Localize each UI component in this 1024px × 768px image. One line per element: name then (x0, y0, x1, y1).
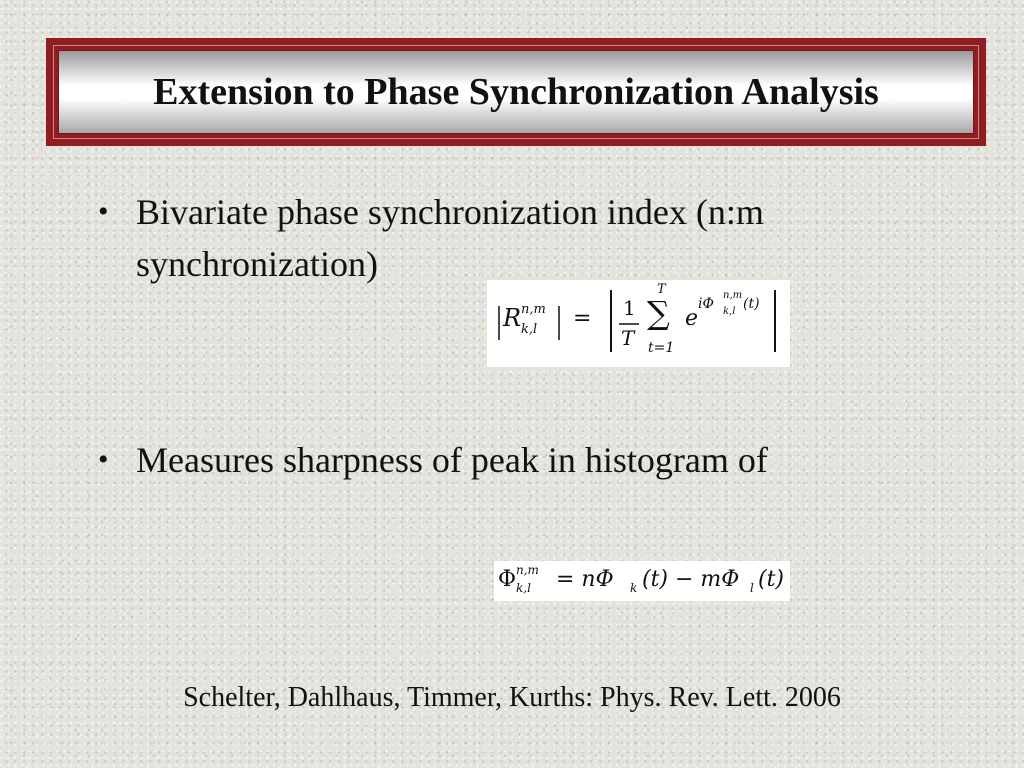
formula-1-sum-lower: t=1 (648, 340, 675, 356)
formula-1-exp-sub: k,l (723, 306, 736, 317)
formula-2-sub-k: k (630, 581, 638, 595)
bullet-1-line-1: Bivariate phase synchronization index (n:m (136, 192, 764, 232)
formula-1-sum: ∑ (647, 294, 670, 332)
formula-2-end: (t) (758, 567, 785, 592)
slide-title: Extension to Phase Synchronization Analysis (153, 71, 879, 113)
formula-2-sub-l: l (750, 581, 754, 595)
bullet-1-line-2: synchronization) (136, 244, 378, 284)
bullet-1-dot: • (98, 195, 109, 228)
formula-1-frac-num: 1 (623, 296, 636, 320)
formula-1-sub: k,l (521, 322, 538, 337)
bullet-2-dot: • (98, 443, 109, 476)
formula-1-exp-iphi: iΦ (698, 296, 714, 312)
formula-1-r: R (503, 304, 522, 332)
bullet-2 (98, 434, 918, 490)
formula-2-middle: (t) − mΦ (642, 567, 740, 592)
formula-1-equals: = (573, 306, 592, 331)
phase-difference-formula (494, 561, 790, 601)
sync-index-formula (487, 280, 790, 367)
formula-2-phi: Φ (498, 567, 517, 592)
title-frame (46, 38, 986, 146)
formula-2-sup: n,m (516, 563, 539, 577)
citation: Schelter, Dahlhaus, Timmer, Kurths: Phys. Rev. Lett. 2006 (183, 682, 841, 713)
bullet-2-line-1: Measures sharpness of peak in histogram of (136, 440, 768, 480)
formula-1-sum-upper: T (657, 282, 666, 297)
formula-1-exp-base: e (685, 306, 699, 331)
formula-1-exp-t: (t) (743, 296, 760, 312)
formula-1-exp-sup: n,m (723, 290, 743, 301)
formula-1-sup: n,m (521, 302, 546, 317)
formula-2-sub: k,l (516, 581, 531, 595)
formula-1-frac-den: T (621, 326, 635, 350)
formula-2-rhs: = nΦ (556, 567, 614, 592)
title-banner (58, 50, 974, 134)
